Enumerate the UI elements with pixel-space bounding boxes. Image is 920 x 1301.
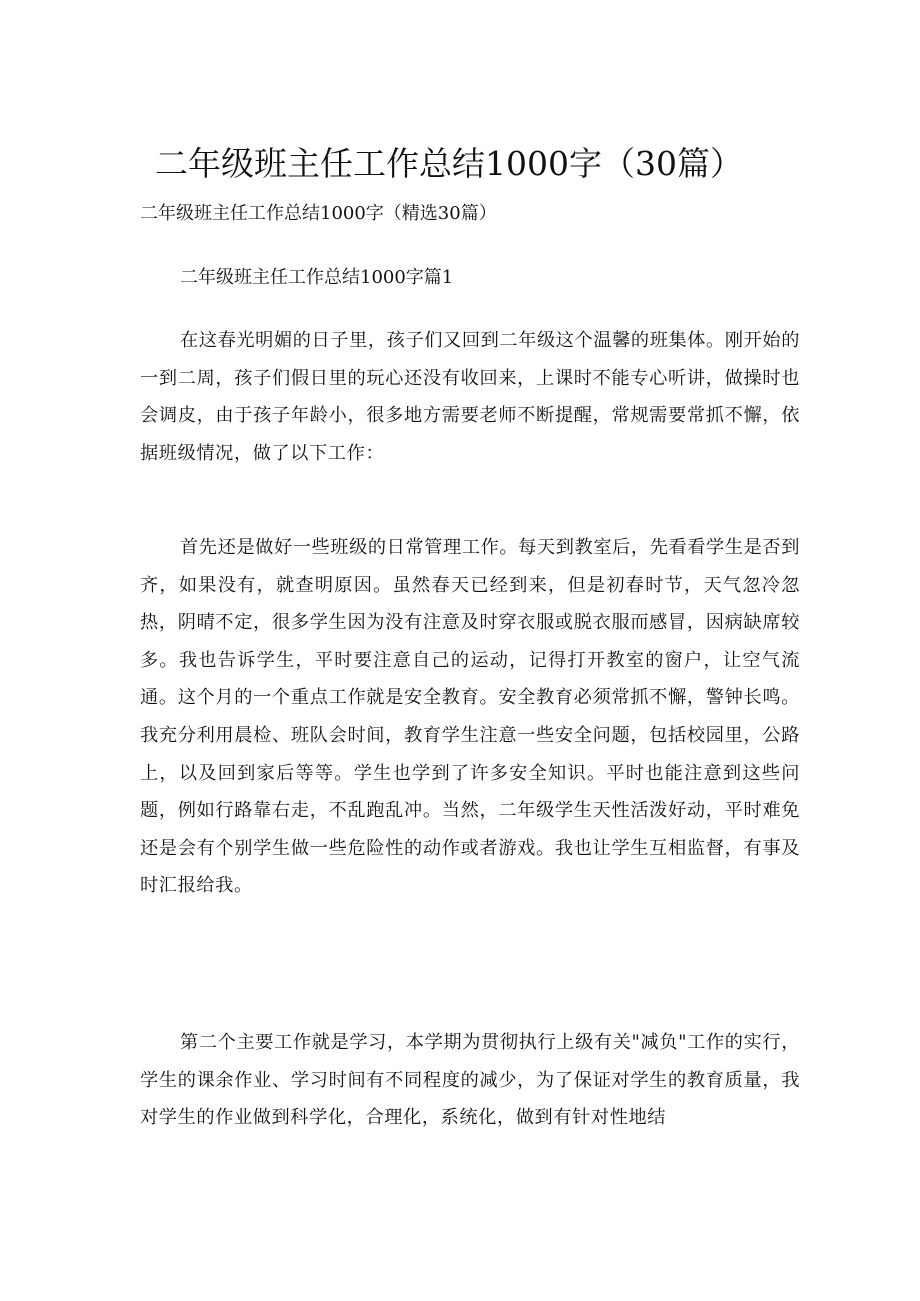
paragraph: 首先还是做好一些班级的日常管理工作。每天到教室后，先看看学生是否到齐，如果没有，就查明原因。虽然春天已经到来，但是初春时节，天气忽冷忽热，阴晴不定，很多学生因为没有注意及时穿衣服或脱衣服而感冒，因病缺席较多。我也告诉学生，平时要注意自己的运动，记得打开教室的窗户，让空气流通。这个月的一个重点工作就是安全教育。安全教育必须常抓不懈，警钟长鸣。我充分利用晨检、班队会时间，教育学生注意一些安全问题，包括校园里，公路上，以及回到家后等等。学生也学到了许多安全知识。平时也能注意到这些问题，例如行路靠右走，不乱跑乱冲。当然，二年级学生天性活泼好动，平时难免还是会有个别学生做一些危险性的动作或者游戏。我也让学生互相监督，有事及时汇报给我。 <box>140 537 800 897</box>
paragraph: 在这春光明媚的日子里，孩子们又回到二年级这个温馨的班集体。刚开始的一到二周，孩子们假日里的玩心还没有收回来，上课时不能专心听讲，做操时也会调皮，由于孩子年龄小，很多地方需要老师不断提醒，常规需要常抓不懈，依据班级情况，做了以下工作： <box>140 330 800 464</box>
section-heading: 二年级班主任工作总结1000字篇1 <box>180 267 454 288</box>
document-subtitle: 二年级班主任工作总结1000字（精选30篇） <box>140 203 497 224</box>
document-title: 二年级班主任工作总结1000字（30篇） <box>155 144 743 183</box>
paragraph: 第二个主要工作就是学习，本学期为贯彻执行上级有关"减负"工作的实行，学生的课余作业、学习时间有不同程度的减少，为了保证对学生的教育质量，我对学生的作业做到科学化，合理化，系统化，做到有针对性地结 <box>140 1032 800 1129</box>
